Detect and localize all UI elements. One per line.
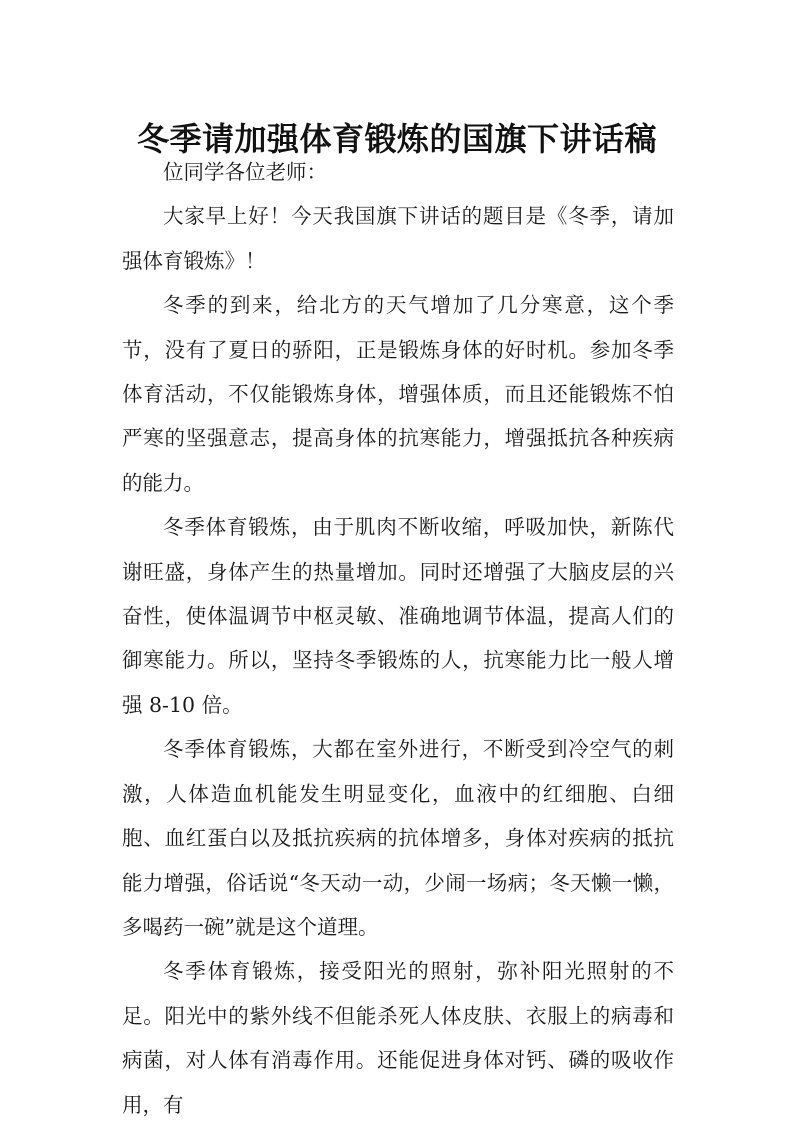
document-body xyxy=(122,150,674,1127)
paragraph-salutation: 位同学各位老师： xyxy=(163,160,327,184)
paragraph-winter-intro: 冬季的到来，给北方的天气增加了几分寒意，这个季节，没有了夏日的骄阳，正是锻炼身体的好时机。参加冬季体育活动，不仅能锻炼身体，增强体质，而且还能锻炼不怕严寒的坚强意志，提高身体的抗寒能力，增强抵抗各种疾病的能力。 xyxy=(122,293,674,495)
document-title: 冬季请加强体育锻炼的国旗下讲话稿 xyxy=(136,120,657,159)
paragraph-immunity: 冬季体育锻炼，大都在室外进行，不断受到冷空气的刺激，人体造血机能发生明显变化，血液中的红细胞、白细胞、血红蛋白以及抵抗疾病的抗体增多，身体对疾病的抵抗能力增强，俗话说“冬天动一动，少闹一场病；冬天懒一懒，多喝药一碗”就是这个道理。 xyxy=(122,737,674,939)
paragraph-sunlight: 冬季体育锻炼，接受阳光的照射，弥补阳光照射的不足。阳光中的紫外线不但能杀死人体皮肤、衣服上的病毒和病菌，对人体有消毒作用。还能促进身体对钙、磷的吸收作用，有 xyxy=(122,959,674,1117)
paragraph-metabolism: 冬季体育锻炼，由于肌肉不断收缩，呼吸加快，新陈代谢旺盛，身体产生的热量增加。同时还增强了大脑皮层的兴奋性，使体温调节中枢灵敏、准确地调节体温，提高人们的御寒能力。所以，坚持冬季锻炼的人，抗寒能力比一般人增强 8-10 倍。 xyxy=(122,515,674,717)
paragraph-greeting: 大家早上好！今天我国旗下讲话的题目是《冬季，请加强体育锻炼》！ xyxy=(122,204,674,273)
